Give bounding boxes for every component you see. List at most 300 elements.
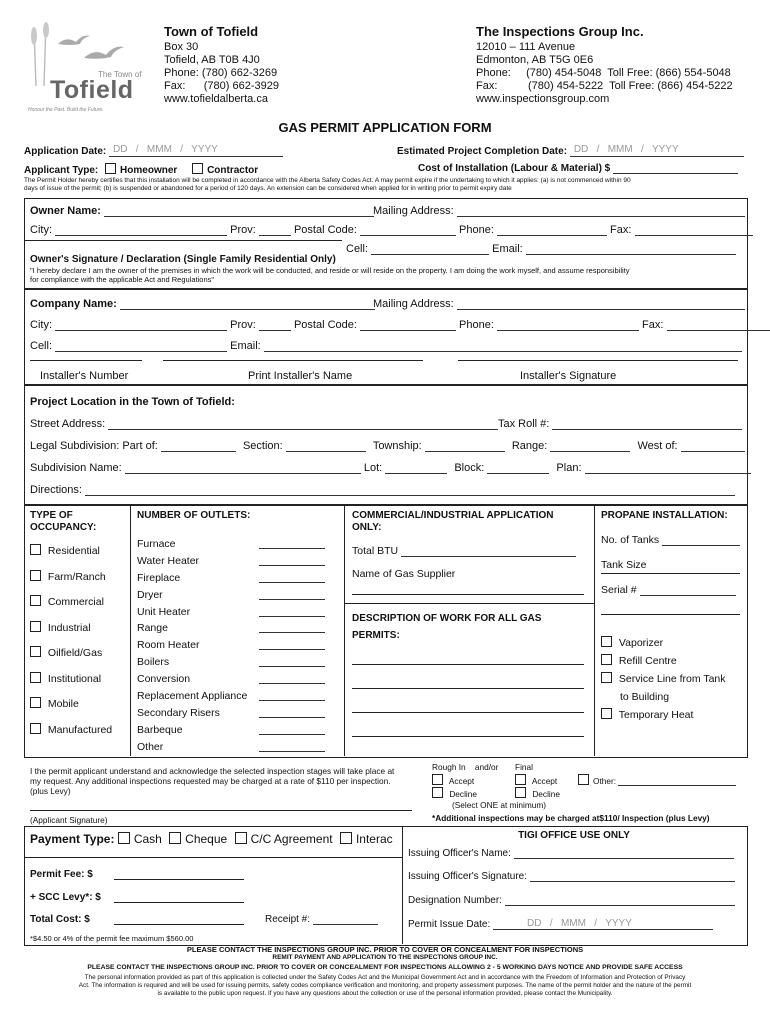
company-prov-label: Prov: xyxy=(230,319,256,331)
owner-fax-field[interactable] xyxy=(635,225,753,236)
tanks-row xyxy=(601,534,740,546)
company-city-field[interactable] xyxy=(55,320,227,331)
town-logo xyxy=(22,18,157,118)
subdivision-field[interactable] xyxy=(125,463,361,474)
outlet-label: Conversion xyxy=(137,673,191,686)
company-phone-field[interactable] xyxy=(497,320,639,331)
outlet-count-field[interactable] xyxy=(259,639,325,650)
rough-in-accept[interactable] xyxy=(432,774,477,787)
interac-checkbox[interactable] xyxy=(340,832,352,844)
cc-agreement-checkbox[interactable] xyxy=(235,832,247,844)
stages-ack-line: (plus Levy) xyxy=(30,786,71,796)
west-of-field[interactable] xyxy=(681,441,745,452)
propane-option-continued xyxy=(601,688,726,706)
owner-mailing-row xyxy=(373,205,745,217)
company-cell-row xyxy=(30,340,742,352)
receipt-field[interactable] xyxy=(313,914,378,925)
propane-option[interactable] xyxy=(601,706,726,724)
owner-name-label: Owner Name: xyxy=(30,205,101,217)
permit-fee-field[interactable] xyxy=(114,879,244,880)
owner-cell-field[interactable] xyxy=(371,244,489,255)
outlet-item xyxy=(137,673,333,690)
logo-town-of: The Town of xyxy=(98,70,142,79)
tank-size-label: Tank Size xyxy=(601,559,647,571)
outlet-count-field[interactable] xyxy=(259,538,325,549)
installer-number-label: Installer's Number xyxy=(40,370,129,382)
outlet-item xyxy=(137,707,333,724)
owner-postal-field[interactable] xyxy=(360,225,456,236)
refill-centre-checkbox[interactable] xyxy=(601,654,612,665)
issuing-name-field[interactable] xyxy=(514,848,734,859)
application-date-label: Application Date: xyxy=(24,146,107,157)
occupancy-label: Commercial xyxy=(47,596,104,608)
issuing-signature-label: Issuing Officer's Signature: xyxy=(408,871,528,882)
receipt-label: Receipt #: xyxy=(265,914,311,925)
rough-in-accept-checkbox[interactable] xyxy=(432,774,443,785)
outlet-count-field[interactable] xyxy=(259,589,325,600)
interac-label: Interac xyxy=(355,832,393,846)
owner-declaration xyxy=(30,266,629,284)
owner-phone-field[interactable] xyxy=(497,225,607,236)
description-line[interactable] xyxy=(352,736,584,737)
owner-cell-row xyxy=(346,243,736,255)
outlet-count-field[interactable] xyxy=(259,622,325,633)
installer-number-field[interactable] xyxy=(30,360,142,361)
company-phone-label: Phone: xyxy=(459,319,494,331)
company-fax-field[interactable] xyxy=(667,320,770,331)
inspections-line: Phone: (780) 454-5048 Toll Free: (866) 554-5048 xyxy=(476,67,731,79)
range-label: Range: xyxy=(511,440,548,452)
owner-city-field[interactable] xyxy=(55,225,227,236)
occupancy-label: Mobile xyxy=(47,698,79,710)
final-label: Final xyxy=(515,762,533,772)
description-line[interactable] xyxy=(352,712,584,713)
town-line: Box 30 xyxy=(164,41,199,53)
cheque-checkbox[interactable] xyxy=(169,832,181,844)
occupancy-label: Manufactured xyxy=(47,723,113,736)
company-email-field[interactable] xyxy=(264,341,742,352)
permit-notice-line: days of issue of the permit; (b) is suspended or abandoned for a period of 120 days. An extension can be considered when applied for in writing prior to permit expiry date xyxy=(24,185,512,192)
outlet-count-field[interactable] xyxy=(259,707,325,718)
occupancy-item[interactable] xyxy=(30,646,112,672)
cheque-label: Cheque xyxy=(185,832,228,846)
outlet-item xyxy=(137,639,333,656)
tank-size-field[interactable] xyxy=(601,573,740,574)
additional-inspections-note: *Additional inspections may be charged at$110/ Inspection (plus Levy) xyxy=(432,813,710,823)
outlet-label: Replacement Appliance xyxy=(137,690,248,703)
owner-city-row xyxy=(30,224,753,236)
occupancy-checkbox[interactable] xyxy=(30,621,41,632)
owner-city-label: City: xyxy=(30,224,52,236)
subdivision-row xyxy=(30,462,751,474)
outlet-count-field[interactable] xyxy=(259,724,325,735)
temporary-heat-checkbox[interactable] xyxy=(601,708,612,719)
town-line: Phone: (780) 662-3269 xyxy=(164,67,278,79)
outlet-label: Unit Heater xyxy=(137,605,191,618)
outlets-list xyxy=(137,538,333,758)
occupancy-checkbox[interactable] xyxy=(30,570,41,581)
commercial-title xyxy=(352,510,553,534)
logo-tagline: Honour the Past. Build the Future. xyxy=(28,107,104,113)
cash-label: Cash xyxy=(133,832,162,846)
cost-row xyxy=(418,163,738,174)
company-prov-field[interactable] xyxy=(259,320,291,331)
owner-phone-label: Phone: xyxy=(459,224,494,236)
description-title-line: PERMITS: xyxy=(352,630,400,641)
total-btu-field[interactable] xyxy=(401,546,576,557)
company-email-label: Email: xyxy=(230,340,261,352)
permit-notice-line: The Permit Holder hereby certifies that this installation will be completed in accordance with the Alberta Safety Codes Act. A may permit expire if the undertaking to which it applies: (a) is not commenced within 90 xyxy=(24,177,631,184)
issue-date-field[interactable]: DD / MMM / YYYY xyxy=(493,918,713,930)
commercial-title-line: COMMERCIAL/INDUSTRIAL APPLICATION xyxy=(352,510,554,521)
occupancy-label: Residential xyxy=(47,545,100,557)
company-mailing-label: Mailing Address: xyxy=(373,298,454,310)
outlet-item xyxy=(137,589,333,606)
designation-field[interactable] xyxy=(505,895,735,906)
owner-cell-divider xyxy=(24,240,342,241)
homeowner-checkbox[interactable] xyxy=(105,163,116,174)
inspections-contact xyxy=(476,24,733,106)
company-name-label: Company Name: xyxy=(30,298,117,310)
description-title xyxy=(352,610,541,644)
levy-note: *$4.50 or 4% of the permit fee maximum $560.00 xyxy=(30,934,194,943)
occupancy-item[interactable] xyxy=(30,723,112,749)
cash-checkbox[interactable] xyxy=(118,832,130,844)
stages-acknowledgement xyxy=(30,766,394,796)
total-btu-label: Total BTU xyxy=(352,545,399,557)
directions-field[interactable] xyxy=(85,485,735,496)
occupancy-item[interactable] xyxy=(30,570,112,596)
logo-name: Tofield xyxy=(50,76,134,104)
application-date-field[interactable]: DD / MMM / YYYY xyxy=(109,144,283,157)
privacy-line: is available to the public upon request. If you have any questions about the collection or use of the personal information provided, please contact the Municipality. xyxy=(157,990,613,997)
issuing-name-row xyxy=(408,848,734,859)
other-stage-checkbox[interactable] xyxy=(578,774,589,785)
rough-in-decline[interactable] xyxy=(432,787,477,800)
final-decline[interactable] xyxy=(515,787,560,800)
accept-label: Accept xyxy=(448,776,475,786)
inspections-title: The Inspections Group Inc. xyxy=(476,24,644,39)
company-postal-label: Postal Code: xyxy=(293,319,357,331)
outlet-count-field[interactable] xyxy=(259,572,325,583)
commercial-divider xyxy=(344,603,594,604)
serial-field-2[interactable] xyxy=(601,614,740,615)
service-line-checkbox[interactable] xyxy=(601,672,612,683)
directions-label: Directions: xyxy=(30,484,82,496)
town-contact xyxy=(164,24,279,106)
company-cell-field[interactable] xyxy=(55,341,227,352)
serial-field[interactable] xyxy=(640,585,736,596)
outlet-label: Range xyxy=(137,622,168,635)
rough-in-decline-checkbox[interactable] xyxy=(432,787,443,798)
section-field[interactable] xyxy=(286,441,366,452)
other-stage-field[interactable] xyxy=(618,776,736,786)
company-fax-label: Fax: xyxy=(642,319,664,331)
outlet-count-field[interactable] xyxy=(259,741,325,752)
completion-date-label: Estimated Project Completion Date: xyxy=(397,146,568,157)
inspections-line: 12010 – 111 Avenue xyxy=(476,41,576,53)
homeowner-label: Homeowner xyxy=(120,165,178,176)
issuing-signature-row xyxy=(408,871,735,882)
payment-divider xyxy=(402,826,403,944)
outlet-count-field[interactable] xyxy=(259,555,325,566)
outlet-label: Water Heater xyxy=(137,554,200,567)
lot-label: Lot: xyxy=(363,462,383,474)
rough-in-options xyxy=(432,774,477,800)
outlet-count-field[interactable] xyxy=(259,606,325,617)
designation-row xyxy=(408,895,735,906)
owner-signature-title: Owner's Signature / Declaration (Single Family Residential Only) xyxy=(30,254,336,265)
outlet-count-field[interactable] xyxy=(259,656,325,667)
issuing-name-label: Issuing Officer's Name: xyxy=(408,848,511,859)
payment-type-row xyxy=(30,832,393,846)
privacy-line: The personal information provided as part of this application is collected under the Safety Codes Act and the Municipal Government Act and in accordance with the Freedom of Information and Protection of Privacy xyxy=(84,974,686,981)
occupancy-title xyxy=(30,510,96,534)
tanks-label: No. of Tanks xyxy=(601,534,660,546)
propane-option[interactable] xyxy=(601,652,726,670)
cost-label: Cost of Installation (Labour & Material) $ xyxy=(418,163,611,174)
outlet-label: Fireplace xyxy=(137,571,181,584)
details-divider xyxy=(130,504,131,756)
select-one-note: (Select ONE at minimum) xyxy=(452,800,547,810)
street-field[interactable] xyxy=(108,419,498,430)
street-row xyxy=(30,418,498,430)
inspections-line: www.inspectionsgroup.com xyxy=(476,93,610,105)
company-city-row xyxy=(30,319,770,331)
occupancy-label: Oilfield/Gas xyxy=(47,647,103,659)
propane-option-label: Refill Centre xyxy=(618,655,677,667)
outlet-item xyxy=(137,622,333,639)
installer-name-label: Print Installer's Name xyxy=(248,370,353,382)
serial-label: Serial # xyxy=(601,584,637,596)
range-field[interactable] xyxy=(550,441,630,452)
propane-title: PROPANE INSTALLATION: xyxy=(601,510,728,521)
payment-type-label: Payment Type: xyxy=(30,832,115,846)
applicant-type-label: Applicant Type: xyxy=(24,165,99,176)
footer-notice: PLEASE CONTACT THE INSPECTIONS GROUP INC. PRIOR TO COVER OR CONCEALMENT FOR INSPECTIONS ALLOWING 2 - 5 WORKING DAYS NOTICE AND PROVIDE SAFE ACCESS xyxy=(87,964,683,971)
occupancy-item[interactable] xyxy=(30,544,112,570)
town-line: Fax: (780) 662-3929 xyxy=(164,80,279,92)
town-line: www.tofieldalberta.ca xyxy=(164,93,268,105)
outlets-title: NUMBER OF OUTLETS: xyxy=(137,510,251,521)
outlet-label: Room Heater xyxy=(137,639,200,652)
company-mailing-row xyxy=(373,298,745,310)
street-label: Street Address: xyxy=(30,418,106,430)
legal-part-field[interactable] xyxy=(161,441,236,452)
application-date-row xyxy=(24,144,283,157)
tax-roll-label: Tax Roll #: xyxy=(498,418,550,430)
outlet-item xyxy=(137,741,333,758)
description-line[interactable] xyxy=(352,688,584,689)
occupancy-checkbox[interactable] xyxy=(30,646,41,657)
town-title: Town of Tofield xyxy=(164,24,259,39)
section-label: Section: xyxy=(242,440,283,452)
total-cost-field[interactable] xyxy=(114,924,244,925)
completion-date-field[interactable]: DD / MMM / YYYY xyxy=(570,144,744,157)
occupancy-checkbox[interactable] xyxy=(30,723,41,734)
company-name-row xyxy=(30,298,375,310)
west-of-label: West of: xyxy=(637,440,678,452)
company-name-field[interactable] xyxy=(120,299,375,310)
owner-email-field[interactable] xyxy=(526,244,736,255)
propane-option-label: Temporary Heat xyxy=(618,709,694,721)
occupancy-checkbox[interactable] xyxy=(30,544,41,555)
town-line: Tofield, AB T0B 4J0 xyxy=(164,54,260,66)
stages-ack-line: my request. Any additional inspections requested may be charged at a rate of $110 per inspection. xyxy=(30,776,391,786)
township-label: Township: xyxy=(372,440,422,452)
permit-fee-label: Permit Fee: $ xyxy=(30,869,93,880)
outlet-label: Furnace xyxy=(137,538,176,550)
owner-prov-label: Prov: xyxy=(230,224,256,236)
permit-notice xyxy=(24,177,754,193)
owner-fax-label: Fax: xyxy=(610,224,632,236)
occupancy-item[interactable] xyxy=(30,595,112,621)
gas-supplier-field[interactable] xyxy=(352,594,584,595)
decline-label: Decline xyxy=(449,789,477,799)
occupancy-item[interactable] xyxy=(30,697,112,723)
accept-label: Accept xyxy=(531,776,558,786)
final-accept-checkbox[interactable] xyxy=(515,774,526,785)
serial-row xyxy=(601,584,736,596)
plan-label: Plan: xyxy=(556,462,582,474)
location-title: Project Location in the Town of Tofield: xyxy=(30,396,235,408)
cost-field[interactable] xyxy=(613,163,738,174)
other-stage-label: Other: xyxy=(593,776,617,786)
company-postal-field[interactable] xyxy=(360,320,456,331)
owner-declaration-line: for compliance with the applicable Act and Regulations" xyxy=(30,275,215,284)
other-stage xyxy=(578,774,736,786)
details-divider xyxy=(344,504,345,756)
outlet-label: Boilers xyxy=(137,656,170,669)
outlet-label: Barbeque xyxy=(137,723,183,736)
plan-field[interactable] xyxy=(585,463,751,474)
issuing-signature-field[interactable] xyxy=(530,871,735,882)
propane-option[interactable] xyxy=(601,634,726,652)
contractor-label: Contractor xyxy=(207,165,259,176)
occupancy-checkbox[interactable] xyxy=(30,595,41,606)
stages-ack-line: I the permit applicant understand and acknowledge the selected inspection stages will take place at xyxy=(30,766,395,776)
occupancy-title-line: TYPE OF xyxy=(30,510,73,521)
issue-date-label: Permit Issue Date: xyxy=(408,919,491,930)
owner-name-row xyxy=(30,205,374,217)
rough-in-label: Rough In and/or xyxy=(432,762,499,772)
installer-signature-field[interactable] xyxy=(458,360,738,361)
occupancy-checkbox[interactable] xyxy=(30,672,41,683)
details-divider xyxy=(594,504,595,756)
payment-type-divider xyxy=(24,857,402,858)
vaporizer-checkbox[interactable] xyxy=(601,636,612,647)
occupancy-title-line: OCCUPANCY: xyxy=(30,522,97,533)
outlet-item xyxy=(137,606,333,623)
owner-declaration-line: "I hereby declare I am the owner of the premises in which the work will be conducted, and reside or will reside on the property. I am doing the work myself, and assume responsibility xyxy=(30,266,630,275)
legal-row xyxy=(30,440,745,452)
outlet-item xyxy=(137,690,333,707)
lot-field[interactable] xyxy=(385,463,447,474)
description-line[interactable] xyxy=(352,664,584,665)
cc-agreement-label: C/C Agreement xyxy=(250,832,333,846)
company-cell-label: Cell: xyxy=(30,340,53,352)
applicant-signature-label: (Applicant Signature) xyxy=(30,815,108,825)
owner-cell-label: Cell: xyxy=(346,243,369,255)
final-decline-checkbox[interactable] xyxy=(515,787,526,798)
owner-mailing-field[interactable] xyxy=(457,206,745,217)
propane-option[interactable] xyxy=(601,670,726,688)
inspections-line: Fax: (780) 454-5222 Toll Free: (866) 454-5222 xyxy=(476,80,733,92)
outlet-item xyxy=(137,538,333,555)
occupancy-list xyxy=(30,544,112,748)
commercial-title-line: ONLY: xyxy=(352,522,382,533)
inspections-line: Edmonton, AB T5G 0E6 xyxy=(476,54,594,66)
scc-levy-field[interactable] xyxy=(114,902,244,903)
occupancy-checkbox[interactable] xyxy=(30,697,41,708)
owner-prov-field[interactable] xyxy=(259,225,291,236)
installer-name-field[interactable] xyxy=(163,360,423,361)
form-title: GAS PERMIT APPLICATION FORM xyxy=(278,120,492,135)
propane-option-label: to Building xyxy=(620,691,670,703)
scc-levy-label: + SCC Levy*: $ xyxy=(30,892,101,903)
installer-signature-label: Installer's Signature xyxy=(520,370,617,382)
owner-mailing-label: Mailing Address: xyxy=(373,205,454,217)
decline-label: Decline xyxy=(532,789,560,799)
final-accept[interactable] xyxy=(515,774,560,787)
description-title-line: DESCRIPTION OF WORK FOR ALL GAS xyxy=(352,613,542,624)
tax-roll-row xyxy=(498,418,742,430)
tanks-field[interactable] xyxy=(662,535,740,546)
block-field[interactable] xyxy=(487,463,549,474)
occupancy-item[interactable] xyxy=(30,621,112,647)
block-label: Block: xyxy=(454,462,485,474)
total-cost-label: Total Cost: $ xyxy=(30,914,90,925)
designation-label: Designation Number: xyxy=(408,895,502,906)
outlet-item xyxy=(137,572,333,589)
company-mailing-field[interactable] xyxy=(457,299,745,310)
tax-roll-field[interactable] xyxy=(552,419,742,430)
propane-option-label: Service Line from Tank xyxy=(618,673,726,685)
gas-supplier-label: Name of Gas Supplier xyxy=(352,568,456,580)
outlet-item xyxy=(137,656,333,673)
company-city-label: City: xyxy=(30,319,52,331)
owner-postal-label: Postal Code: xyxy=(293,224,357,236)
receipt-row xyxy=(265,914,378,925)
occupancy-label: Industrial xyxy=(47,621,91,634)
occupancy-label: Farm/Ranch xyxy=(47,570,106,583)
outlet-item xyxy=(137,555,333,572)
owner-name-field[interactable] xyxy=(104,206,374,217)
applicant-signature-field[interactable] xyxy=(30,810,412,811)
privacy-line: Act. The information is required and will be used for issuing permits, safety codes compliance verification and monitoring, and property assessment purposes. The name of the permit holder and the nature of the permit xyxy=(78,982,692,989)
privacy-statement xyxy=(10,974,760,998)
final-options xyxy=(515,774,560,800)
legal-part-label: Legal Subdivision: Part of: xyxy=(30,440,158,452)
outlet-count-field[interactable] xyxy=(259,690,325,701)
issue-date-row xyxy=(408,918,713,930)
footer-contact: PLEASE CONTACT THE INSPECTIONS GROUP INC. PRIOR TO COVER OR CONCEALMENT FOR INSPECTIONS xyxy=(186,945,584,954)
township-field[interactable] xyxy=(425,441,505,452)
contractor-checkbox[interactable] xyxy=(192,163,203,174)
outlet-label: Dryer xyxy=(137,588,163,601)
subdivision-label: Subdivision Name: xyxy=(30,462,122,474)
propane-options xyxy=(601,634,726,724)
office-title: TIGI OFFICE USE ONLY xyxy=(518,830,630,841)
propane-option-label: Vaporizer xyxy=(618,637,664,649)
outlet-count-field[interactable] xyxy=(259,673,325,684)
occupancy-item[interactable] xyxy=(30,672,112,698)
outlet-label: Other xyxy=(137,740,164,753)
completion-date-row xyxy=(397,144,744,157)
owner-email-label: Email: xyxy=(492,243,523,255)
footer-remit: REMIT PAYMENT AND APPLICATION TO THE INSPECTIONS GROUP INC. xyxy=(272,954,498,961)
occupancy-label: Institutional xyxy=(47,672,102,685)
